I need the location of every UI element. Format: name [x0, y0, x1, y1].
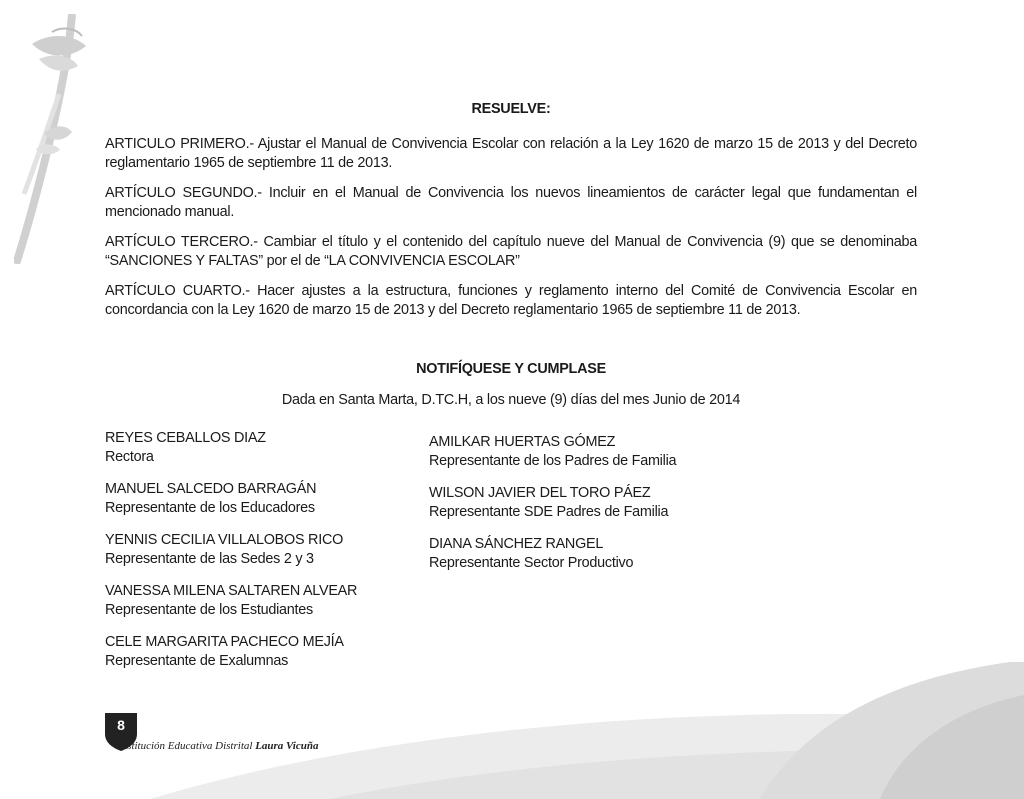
signatory-name: VANESSA MILENA SALTAREN ALVEAR: [105, 583, 358, 599]
signatory-name: AMILKAR HUERTAS GÓMEZ: [429, 434, 616, 450]
signature-block: [105, 480, 357, 518]
notify-heading: NOTIFÍQUESE Y CUMPLASE: [416, 361, 606, 377]
signatory-name: REYES CEBALLOS DIAZ: [105, 430, 266, 446]
article-segundo: ARTÍCULO SEGUNDO.- Incluir en el Manual de Convivencia los nuevos lineamientos de carácter legal que fundamentan el mencionado manual.: [105, 185, 917, 220]
document-body: [105, 100, 917, 689]
signatures-left-column: [105, 429, 357, 684]
signatory-name: YENNIS CECILIA VILLALOBOS RICO: [105, 532, 344, 548]
institution-bold-name: Laura Vicuña: [255, 740, 319, 752]
signatory-role: Representante de los Educadores: [105, 500, 315, 516]
signatory-role: Representante SDE Padres de Familia: [429, 504, 669, 520]
institution-prefix: Institución Educativa Distrital: [118, 740, 253, 752]
institution-name: [118, 740, 318, 752]
signature-block: [105, 429, 357, 467]
signature-block: [429, 484, 676, 522]
signatory-role: Representante de Exalumnas: [105, 653, 289, 669]
signature-block: [429, 433, 676, 471]
signatory-role: Representante de los Padres de Familia: [429, 453, 677, 469]
signatory-role: Rectora: [105, 449, 154, 465]
signatory-name: CELE MARGARITA PACHECO MEJÍA: [105, 634, 344, 650]
signature-block: [105, 633, 357, 671]
article-cuarto: ARTÍCULO CUARTO.- Hacer ajustes a la estructura, funciones y reglamento interno del Comité de Convivencia Escolar en concordancia con la Ley 1620 de marzo 15 de 2013 y del Decreto reglamentario 1965 de septiembre 11 de 2013.: [105, 283, 917, 318]
page-number: 8: [117, 717, 125, 733]
signatory-name: MANUEL SALCEDO BARRAGÁN: [105, 481, 317, 497]
signatory-role: Representante de las Sedes 2 y 3: [105, 551, 314, 567]
resolution-heading: RESUELVE:: [471, 101, 551, 117]
floral-ornament-icon: [14, 14, 104, 264]
signatures-right-column: [429, 433, 676, 586]
signature-block: [105, 582, 357, 620]
article-primero: ARTICULO PRIMERO.- Ajustar el Manual de Convivencia Escolar con relación a la Ley 1620 de marzo 15 de 2013 y del Decreto reglamentario 1965 de septiembre 11 de 2013.: [105, 136, 917, 171]
signatory-role: Representante Sector Productivo: [429, 555, 634, 571]
article-tercero: ARTÍCULO TERCERO.- Cambiar el título y el contenido del capítulo nueve del Manual de Convivencia (9) que se denominaba “SANCIONES Y FALTAS” por el de “LA CONVIVENCIA ESCOLAR”: [105, 234, 917, 269]
signatory-name: DIANA SÁNCHEZ RANGEL: [429, 536, 604, 552]
signature-block: [105, 531, 357, 569]
signatory-role: Representante de los Estudiantes: [105, 602, 314, 618]
signatures-section: [105, 429, 917, 689]
date-place-line: Dada en Santa Marta, D.TC.H, a los nueve (9) días del mes Junio de 2014: [281, 392, 741, 408]
signature-block: [429, 535, 676, 573]
signatory-name: WILSON JAVIER DEL TORO PÁEZ: [429, 485, 651, 501]
